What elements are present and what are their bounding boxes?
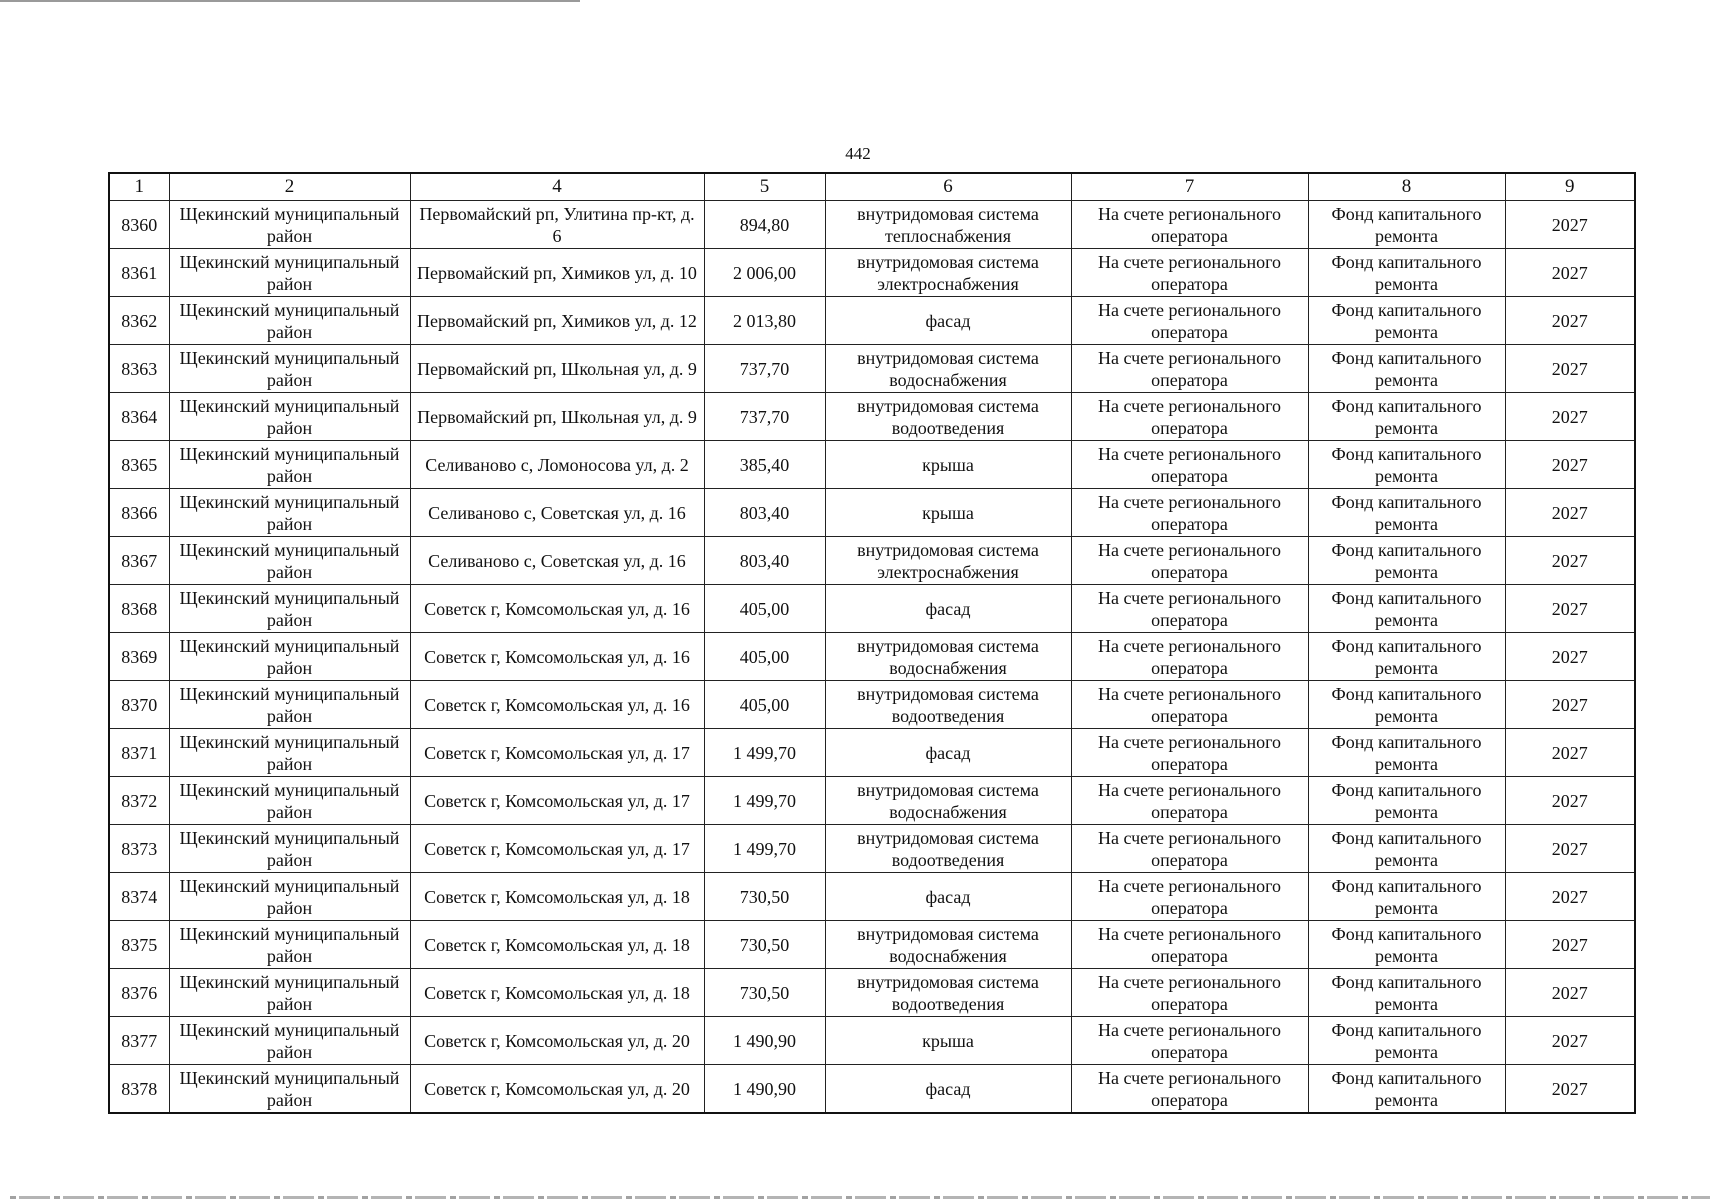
district-cell: Щекинский муниципальный район	[169, 249, 410, 297]
row-number-cell: 8372	[109, 777, 169, 825]
account-type-cell: На счете регионального оператора	[1071, 873, 1308, 921]
repair-year-cell: 2027	[1505, 633, 1635, 681]
row-number-cell: 8363	[109, 345, 169, 393]
fund-source-cell: Фонд капитального ремонта	[1308, 201, 1505, 249]
district-cell: Щекинский муниципальный район	[169, 1017, 410, 1065]
repair-year-cell: 2027	[1505, 489, 1635, 537]
address-cell: Советск г, Комсомольская ул, д. 17	[410, 729, 704, 777]
fund-source-cell: Фонд капитального ремонта	[1308, 969, 1505, 1017]
district-cell: Щекинский муниципальный район	[169, 729, 410, 777]
account-type-cell: На счете регионального оператора	[1071, 681, 1308, 729]
row-number-cell: 8368	[109, 585, 169, 633]
structural-element-cell: фасад	[825, 873, 1071, 921]
area-cell: 803,40	[704, 489, 825, 537]
row-number-cell: 8366	[109, 489, 169, 537]
fund-source-cell: Фонд капитального ремонта	[1308, 633, 1505, 681]
account-type-cell: На счете регионального оператора	[1071, 729, 1308, 777]
column-header: 4	[410, 173, 704, 201]
area-cell: 730,50	[704, 921, 825, 969]
repair-year-cell: 2027	[1505, 873, 1635, 921]
area-cell: 385,40	[704, 441, 825, 489]
repair-year-cell: 2027	[1505, 1065, 1635, 1114]
row-number-cell: 8371	[109, 729, 169, 777]
row-number-cell: 8364	[109, 393, 169, 441]
account-type-cell: На счете регионального оператора	[1071, 345, 1308, 393]
structural-element-cell: крыша	[825, 1017, 1071, 1065]
account-type-cell: На счете регионального оператора	[1071, 825, 1308, 873]
structural-element-cell: внутридомовая система водоснабжения	[825, 633, 1071, 681]
area-cell: 1 490,90	[704, 1017, 825, 1065]
repair-year-cell: 2027	[1505, 249, 1635, 297]
fund-source-cell: Фонд капитального ремонта	[1308, 873, 1505, 921]
area-cell: 2 006,00	[704, 249, 825, 297]
area-cell: 1 499,70	[704, 729, 825, 777]
district-cell: Щекинский муниципальный район	[169, 201, 410, 249]
fund-source-cell: Фонд капитального ремонта	[1308, 921, 1505, 969]
repair-year-cell: 2027	[1505, 441, 1635, 489]
area-cell: 737,70	[704, 393, 825, 441]
area-cell: 405,00	[704, 681, 825, 729]
column-header: 2	[169, 173, 410, 201]
repair-year-cell: 2027	[1505, 969, 1635, 1017]
table-row	[109, 201, 1635, 249]
fund-source-cell: Фонд капитального ремонта	[1308, 249, 1505, 297]
district-cell: Щекинский муниципальный район	[169, 345, 410, 393]
address-cell: Советск г, Комсомольская ул, д. 18	[410, 921, 704, 969]
account-type-cell: На счете регионального оператора	[1071, 441, 1308, 489]
area-cell: 1 490,90	[704, 1065, 825, 1114]
area-cell: 894,80	[704, 201, 825, 249]
structural-element-cell: фасад	[825, 1065, 1071, 1114]
area-cell: 730,50	[704, 969, 825, 1017]
address-cell: Советск г, Комсомольская ул, д. 17	[410, 777, 704, 825]
column-header: 9	[1505, 173, 1635, 201]
address-cell: Селиваново с, Ломоносова ул, д. 2	[410, 441, 704, 489]
row-number-cell: 8360	[109, 201, 169, 249]
structural-element-cell: фасад	[825, 585, 1071, 633]
structural-element-cell: внутридомовая система водоотведения	[825, 681, 1071, 729]
address-cell: Советск г, Комсомольская ул, д. 18	[410, 873, 704, 921]
fund-source-cell: Фонд капитального ремонта	[1308, 585, 1505, 633]
district-cell: Щекинский муниципальный район	[169, 825, 410, 873]
account-type-cell: На счете регионального оператора	[1071, 969, 1308, 1017]
structural-element-cell: внутридомовая система водоснабжения	[825, 345, 1071, 393]
column-header: 5	[704, 173, 825, 201]
area-cell: 405,00	[704, 585, 825, 633]
row-number-cell: 8375	[109, 921, 169, 969]
district-cell: Щекинский муниципальный район	[169, 441, 410, 489]
table-row	[109, 633, 1635, 681]
repair-year-cell: 2027	[1505, 201, 1635, 249]
fund-source-cell: Фонд капитального ремонта	[1308, 345, 1505, 393]
fund-source-cell: Фонд капитального ремонта	[1308, 1065, 1505, 1114]
structural-element-cell: внутридомовая система теплоснабжения	[825, 201, 1071, 249]
repair-year-cell: 2027	[1505, 393, 1635, 441]
table-row	[109, 1065, 1635, 1114]
fund-source-cell: Фонд капитального ремонта	[1308, 441, 1505, 489]
district-cell: Щекинский муниципальный район	[169, 969, 410, 1017]
address-cell: Советск г, Комсомольская ул, д. 20	[410, 1065, 704, 1114]
table-row	[109, 393, 1635, 441]
address-cell: Первомайский рп, Школьная ул, д. 9	[410, 345, 704, 393]
account-type-cell: На счете регионального оператора	[1071, 393, 1308, 441]
structural-element-cell: крыша	[825, 489, 1071, 537]
district-cell: Щекинский муниципальный район	[169, 537, 410, 585]
address-cell: Советск г, Комсомольская ул, д. 17	[410, 825, 704, 873]
row-number-cell: 8376	[109, 969, 169, 1017]
account-type-cell: На счете регионального оператора	[1071, 921, 1308, 969]
structural-element-cell: внутридомовая система водоотведения	[825, 393, 1071, 441]
address-cell: Селиваново с, Советская ул, д. 16	[410, 537, 704, 585]
structural-element-cell: внутридомовая система водоснабжения	[825, 777, 1071, 825]
address-cell: Советск г, Комсомольская ул, д. 20	[410, 1017, 704, 1065]
row-number-cell: 8361	[109, 249, 169, 297]
address-cell: Советск г, Комсомольская ул, д. 16	[410, 633, 704, 681]
structural-element-cell: внутридомовая система водоотведения	[825, 969, 1071, 1017]
table-row	[109, 729, 1635, 777]
district-cell: Щекинский муниципальный район	[169, 681, 410, 729]
column-header: 8	[1308, 173, 1505, 201]
scan-edge-line-top	[0, 0, 580, 2]
district-cell: Щекинский муниципальный район	[169, 633, 410, 681]
district-cell: Щекинский муниципальный район	[169, 297, 410, 345]
structural-element-cell: внутридомовая система электроснабжения	[825, 537, 1071, 585]
district-cell: Щекинский муниципальный район	[169, 393, 410, 441]
table-row	[109, 681, 1635, 729]
row-number-cell: 8370	[109, 681, 169, 729]
row-number-cell: 8373	[109, 825, 169, 873]
structural-element-cell: внутридомовая система водоотведения	[825, 825, 1071, 873]
repair-year-cell: 2027	[1505, 585, 1635, 633]
account-type-cell: На счете регионального оператора	[1071, 777, 1308, 825]
repair-year-cell: 2027	[1505, 345, 1635, 393]
address-cell: Первомайский рп, Химиков ул, д. 10	[410, 249, 704, 297]
repair-year-cell: 2027	[1505, 777, 1635, 825]
table-row	[109, 825, 1635, 873]
account-type-cell: На счете регионального оператора	[1071, 297, 1308, 345]
repair-year-cell: 2027	[1505, 921, 1635, 969]
page-number: 442	[845, 144, 871, 163]
structural-element-cell: фасад	[825, 729, 1071, 777]
repair-year-cell: 2027	[1505, 537, 1635, 585]
district-cell: Щекинский муниципальный район	[169, 873, 410, 921]
account-type-cell: На счете регионального оператора	[1071, 537, 1308, 585]
column-header: 6	[825, 173, 1071, 201]
capital-repair-table	[108, 172, 1636, 1114]
account-type-cell: На счете регионального оператора	[1071, 201, 1308, 249]
structural-element-cell: фасад	[825, 297, 1071, 345]
table-row	[109, 489, 1635, 537]
district-cell: Щекинский муниципальный район	[169, 1065, 410, 1114]
address-cell: Советск г, Комсомольская ул, д. 18	[410, 969, 704, 1017]
account-type-cell: На счете регионального оператора	[1071, 585, 1308, 633]
address-cell: Советск г, Комсомольская ул, д. 16	[410, 585, 704, 633]
area-cell: 1 499,70	[704, 777, 825, 825]
account-type-cell: На счете регионального оператора	[1071, 633, 1308, 681]
fund-source-cell: Фонд капитального ремонта	[1308, 537, 1505, 585]
row-number-cell: 8362	[109, 297, 169, 345]
column-header: 7	[1071, 173, 1308, 201]
area-cell: 1 499,70	[704, 825, 825, 873]
area-cell: 737,70	[704, 345, 825, 393]
structural-element-cell: внутридомовая система водоснабжения	[825, 921, 1071, 969]
address-cell: Первомайский рп, Школьная ул, д. 9	[410, 393, 704, 441]
table-row	[109, 249, 1635, 297]
account-type-cell: На счете регионального оператора	[1071, 489, 1308, 537]
table-row	[109, 1017, 1635, 1065]
account-type-cell: На счете регионального оператора	[1071, 1017, 1308, 1065]
column-number-header-row	[109, 173, 1635, 201]
area-cell: 2 013,80	[704, 297, 825, 345]
account-type-cell: На счете регионального оператора	[1071, 249, 1308, 297]
table-row	[109, 537, 1635, 585]
row-number-cell: 8365	[109, 441, 169, 489]
table-body	[109, 201, 1635, 1114]
address-cell: Первомайский рп, Химиков ул, д. 12	[410, 297, 704, 345]
area-cell: 730,50	[704, 873, 825, 921]
area-cell: 405,00	[704, 633, 825, 681]
address-cell: Советск г, Комсомольская ул, д. 16	[410, 681, 704, 729]
district-cell: Щекинский муниципальный район	[169, 777, 410, 825]
repair-year-cell: 2027	[1505, 1017, 1635, 1065]
area-cell: 803,40	[704, 537, 825, 585]
fund-source-cell: Фонд капитального ремонта	[1308, 393, 1505, 441]
fund-source-cell: Фонд капитального ремонта	[1308, 1017, 1505, 1065]
row-number-cell: 8374	[109, 873, 169, 921]
structural-element-cell: крыша	[825, 441, 1071, 489]
table-row	[109, 777, 1635, 825]
repair-year-cell: 2027	[1505, 825, 1635, 873]
address-cell: Селиваново с, Советская ул, д. 16	[410, 489, 704, 537]
district-cell: Щекинский муниципальный район	[169, 585, 410, 633]
table-row	[109, 585, 1635, 633]
fund-source-cell: Фонд капитального ремонта	[1308, 825, 1505, 873]
repair-year-cell: 2027	[1505, 297, 1635, 345]
table-row	[109, 297, 1635, 345]
account-type-cell: На счете регионального оператора	[1071, 1065, 1308, 1114]
table-row	[109, 441, 1635, 489]
fund-source-cell: Фонд капитального ремонта	[1308, 297, 1505, 345]
structural-element-cell: внутридомовая система электроснабжения	[825, 249, 1071, 297]
district-cell: Щекинский муниципальный район	[169, 489, 410, 537]
row-number-cell: 8378	[109, 1065, 169, 1114]
district-cell: Щекинский муниципальный район	[169, 921, 410, 969]
fund-source-cell: Фонд капитального ремонта	[1308, 729, 1505, 777]
table-row	[109, 969, 1635, 1017]
repair-year-cell: 2027	[1505, 729, 1635, 777]
table-row	[109, 873, 1635, 921]
fund-source-cell: Фонд капитального ремонта	[1308, 681, 1505, 729]
repair-year-cell: 2027	[1505, 681, 1635, 729]
column-header: 1	[109, 173, 169, 201]
address-cell: Первомайский рп, Улитина пр-кт, д. 6	[410, 201, 704, 249]
row-number-cell: 8369	[109, 633, 169, 681]
row-number-cell: 8367	[109, 537, 169, 585]
fund-source-cell: Фонд капитального ремонта	[1308, 489, 1505, 537]
fund-source-cell: Фонд капитального ремонта	[1308, 777, 1505, 825]
row-number-cell: 8377	[109, 1017, 169, 1065]
scan-edge-line-bottom	[10, 1196, 1710, 1199]
table-row	[109, 921, 1635, 969]
table-row	[109, 345, 1635, 393]
